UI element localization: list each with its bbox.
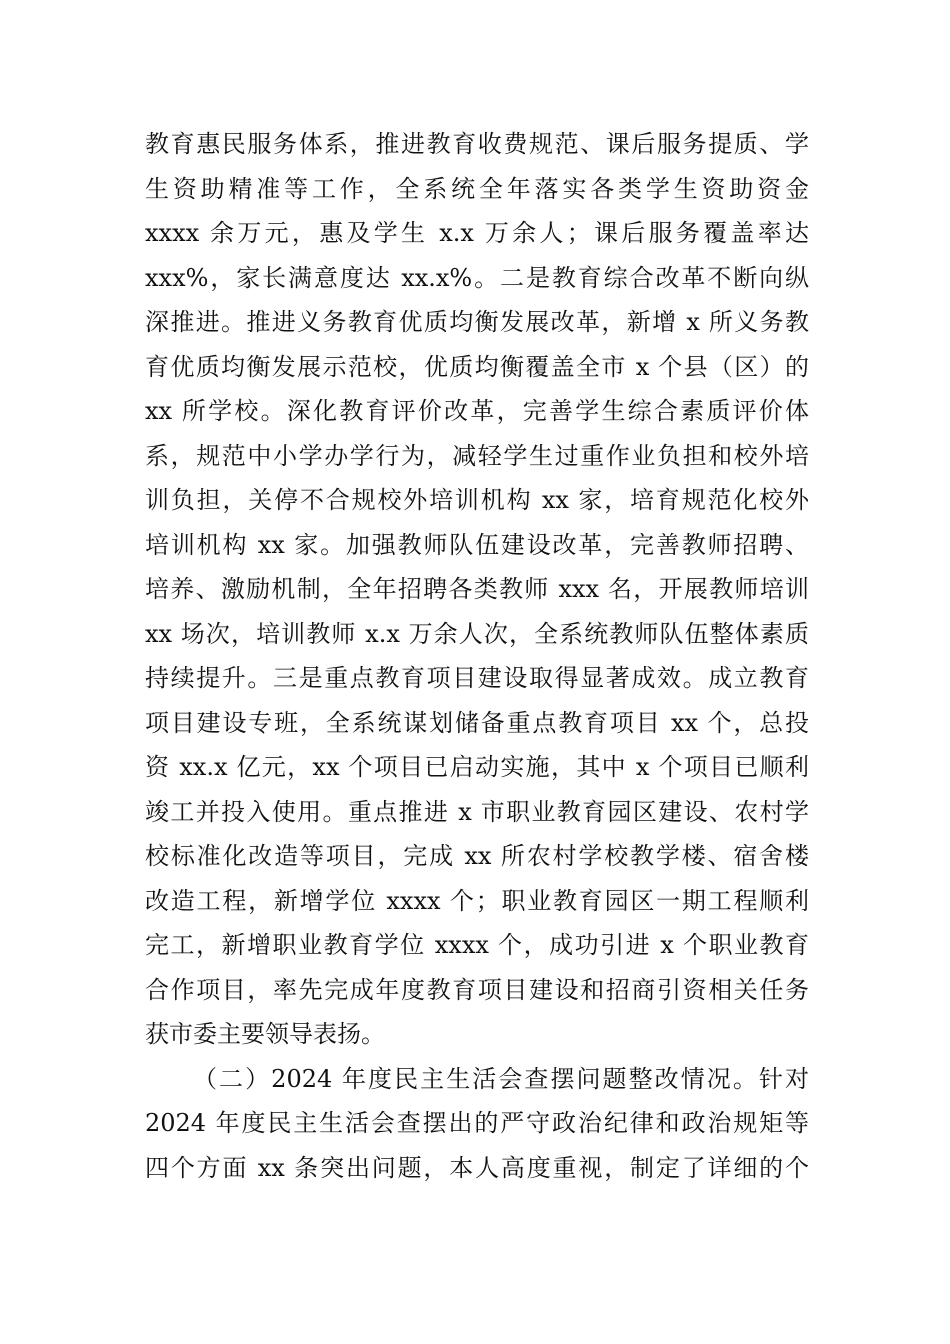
text-line: xxxx 余万元，惠及学生 x.x 万余人；课后服务覆盖率达 — [145, 219, 809, 247]
text-line: 竣工并投入使用。重点推进 x 市职业教育园区建设、农村学 — [145, 797, 809, 826]
text-line: 持续提升。三是重点教育项目建设取得显著成效。成立教育 — [145, 664, 809, 692]
text-line: 生资助精准等工作，全系统全年落实各类学生资助资金 — [145, 174, 809, 203]
text-line: （二）2024 年度民主生活会查摆问题整改情况。针对 — [193, 1064, 809, 1093]
text-line: 改造工程，新增学位 xxxx 个；职业教育园区一期工程顺利 — [145, 886, 809, 915]
text-line: 校标准化改造等项目，完成 xx 所农村学校教学楼、宿舍楼 — [145, 842, 809, 870]
text-line: 育优质均衡发展示范校，优质均衡覆盖全市 x 个县（区）的 — [145, 352, 809, 381]
text-line: 训负担，关停不合规校外培训机构 xx 家，培育规范化校外 — [145, 486, 809, 514]
text-line: 合作项目，率先完成年度教育项目建设和招商引资相关任务 — [145, 975, 809, 1004]
text-line: 教育惠民服务体系，推进教育收费规范、课后服务提质、学 — [145, 130, 809, 158]
text-line: xx 场次，培训教师 x.x 万余人次，全系统教师队伍整体素质 — [145, 619, 809, 648]
body-text — [145, 122, 809, 1190]
text-line: xxx%，家长满意度达 xx.x%。二是教育综合改革不断向纵 — [145, 263, 809, 292]
text-line: 项目建设专班，全系统谋划储备重点教育项目 xx 个，总投 — [145, 708, 809, 737]
text-line: 获市委主要领导表扬。 — [145, 1020, 385, 1048]
text-line: 四个方面 xx 条突出问题，本人高度重视，制定了详细的个 — [145, 1153, 809, 1182]
text-line: 系，规范中小学办学行为，减轻学生过重作业负担和校外培 — [145, 441, 809, 470]
text-line: 培养、激励机制，全年招聘各类教师 xxx 名，开展教师培训 — [145, 575, 809, 603]
text-line: 深推进。推进义务教育优质均衡发展改革，新增 x 所义务教 — [145, 308, 809, 336]
text-line: 培训机构 xx 家。加强教师队伍建设改革，完善教师招聘、 — [145, 530, 809, 559]
text-line: 资 xx.x 亿元，xx 个项目已启动实施，其中 x 个项目已顺利 — [145, 753, 809, 781]
text-line: xx 所学校。深化教育评价改革，完善学生综合素质评价体 — [145, 397, 809, 425]
text-line: 完工，新增职业教育学位 xxxx 个，成功引进 x 个职业教育 — [145, 931, 809, 959]
text-line: 2024 年度民主生活会查摆出的严守政治纪律和政治规矩等 — [145, 1109, 809, 1137]
